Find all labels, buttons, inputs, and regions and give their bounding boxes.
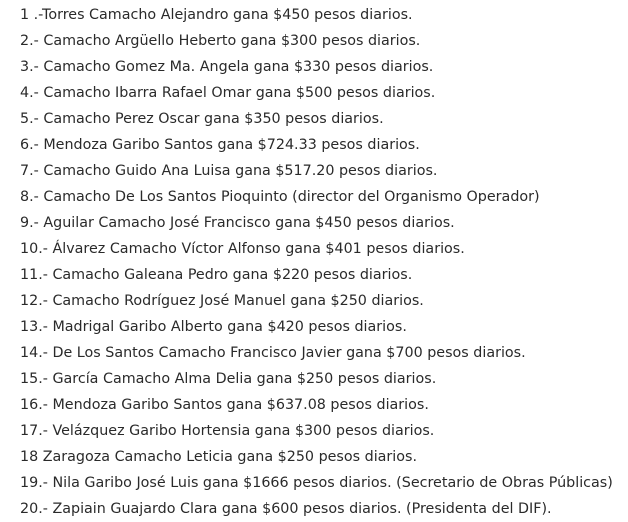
list-item: 2.- Camacho Argüello Heberto gana $300 pesos diarios. bbox=[20, 33, 421, 49]
list-item: 10.- Álvarez Camacho Víctor Alfonso gana $401 pesos diarios. bbox=[20, 241, 465, 257]
list-item: 1 .-Torres Camacho Alejandro gana $450 pesos diarios. bbox=[20, 7, 413, 23]
list-item: 9.- Aguilar Camacho José Francisco gana $450 pesos diarios. bbox=[20, 215, 455, 231]
list-item: 11.- Camacho Galeana Pedro gana $220 pesos diarios. bbox=[20, 267, 413, 283]
list-item: 16.- Mendoza Garibo Santos gana $637.08 pesos diarios. bbox=[20, 397, 429, 413]
list-item: 15.- García Camacho Alma Delia gana $250 pesos diarios. bbox=[20, 371, 437, 387]
list-item: 3.- Camacho Gomez Ma. Angela gana $330 pesos diarios. bbox=[20, 59, 434, 75]
list-item: 12.- Camacho Rodríguez José Manuel gana $250 diarios. bbox=[20, 293, 424, 309]
list-item: 17.- Velázquez Garibo Hortensia gana $300 pesos diarios. bbox=[20, 423, 435, 439]
list-item: 14.- De Los Santos Camacho Francisco Javier gana $700 pesos diarios. bbox=[20, 345, 526, 361]
list-item: 20.- Zapiain Guajardo Clara gana $600 pesos diarios. (Presidenta del DIF). bbox=[20, 501, 552, 517]
list-item: 13.- Madrigal Garibo Alberto gana $420 pesos diarios. bbox=[20, 319, 407, 335]
list-item: 18 Zaragoza Camacho Leticia gana $250 pesos diarios. bbox=[20, 449, 418, 465]
list-item: 5.- Camacho Perez Oscar gana $350 pesos diarios. bbox=[20, 111, 384, 127]
list-item: 4.- Camacho Ibarra Rafael Omar gana $500 pesos diarios. bbox=[20, 85, 436, 101]
list-item: 8.- Camacho De Los Santos Pioquinto (director del Organismo Operador) bbox=[20, 189, 540, 205]
list-item: 19.- Nila Garibo José Luis gana $1666 pesos diarios. (Secretario de Obras Públicas) bbox=[20, 475, 613, 491]
list-item: 7.- Camacho Guido Ana Luisa gana $517.20 pesos diarios. bbox=[20, 163, 438, 179]
salary-list bbox=[20, 2, 620, 522]
list-item: 6.- Mendoza Garibo Santos gana $724.33 pesos diarios. bbox=[20, 137, 420, 153]
